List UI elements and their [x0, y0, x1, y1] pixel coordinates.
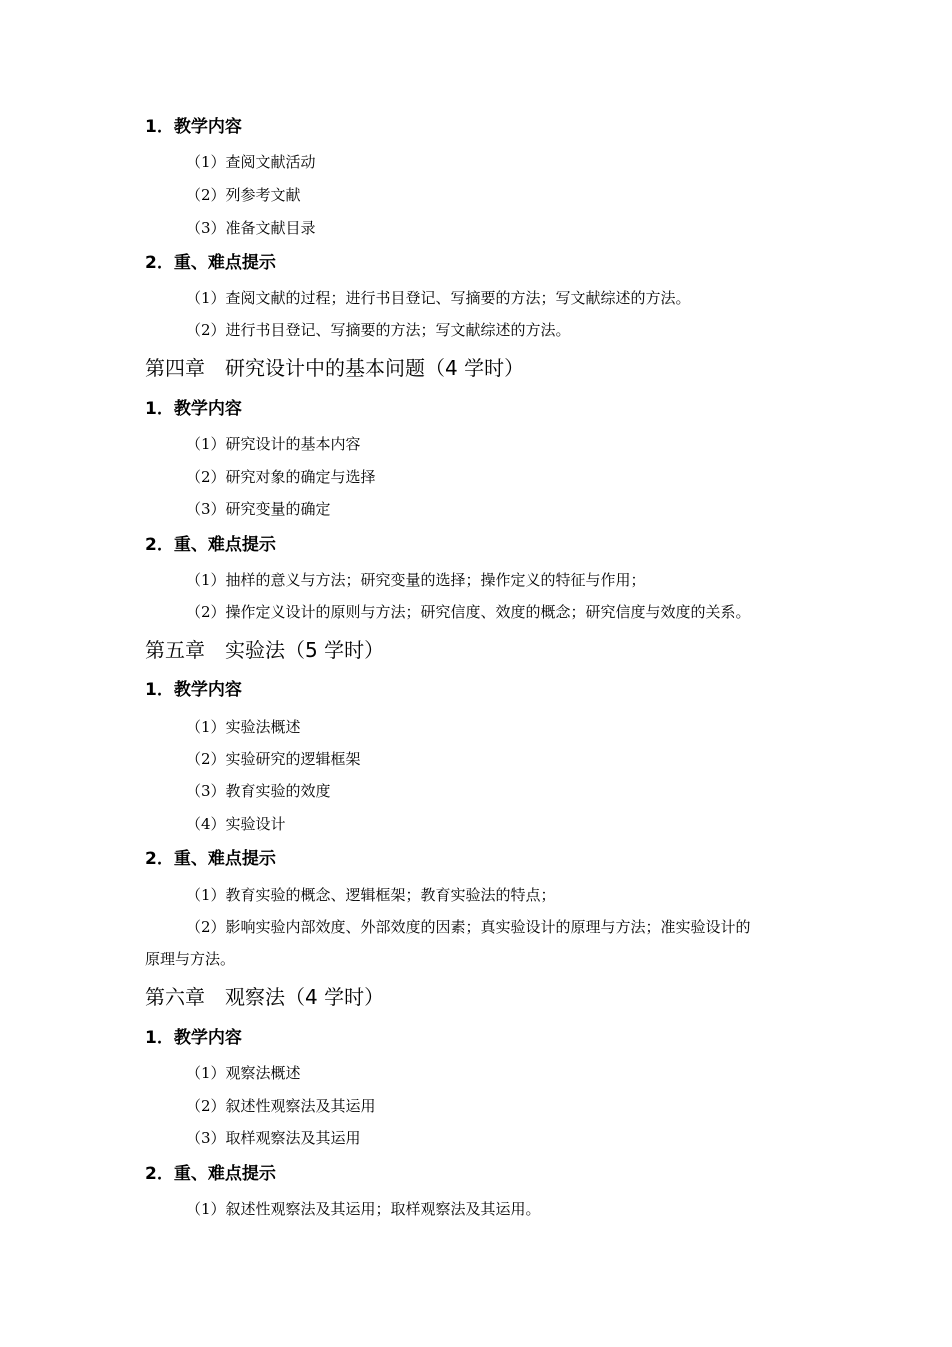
list-item: （3）教育实验的效度: [186, 782, 331, 800]
list-item: （3）研究变量的确定: [186, 500, 331, 518]
section-heading: 2．重、难点提示: [145, 535, 276, 555]
chapter-title: 第六章 观察法（4 学时）: [145, 985, 385, 1009]
list-item: （2）实验研究的逻辑框架: [186, 750, 361, 768]
section-heading: 1．教学内容: [145, 399, 242, 419]
list-item: （1）叙述性观察法及其运用；取样观察法及其运用。: [186, 1200, 541, 1218]
list-item: （1）抽样的意义与方法；研究变量的选择；操作定义的特征与作用；: [186, 571, 646, 589]
list-item: （1）查阅文献活动: [186, 153, 316, 171]
list-item: （1）实验法概述: [186, 718, 301, 736]
list-item: （2）研究对象的确定与选择: [186, 468, 376, 486]
list-item: （3）准备文献目录: [186, 219, 316, 237]
section-heading: 2．重、难点提示: [145, 253, 276, 273]
list-item: （1）教育实验的概念、逻辑框架；教育实验法的特点；: [186, 886, 556, 904]
list-item: （4）实验设计: [186, 815, 286, 833]
list-item-continuation: 原理与方法。: [145, 950, 236, 968]
list-item: （1）观察法概述: [186, 1064, 301, 1082]
chapter-title: 第四章 研究设计中的基本问题（4 学时）: [145, 356, 525, 380]
list-item: （2）进行书目登记、写摘要的方法；写文献综述的方法。: [186, 321, 571, 339]
section-heading: 2．重、难点提示: [145, 1164, 276, 1184]
section-heading: 1．教学内容: [145, 117, 242, 137]
list-item: （1）研究设计的基本内容: [186, 435, 361, 453]
list-item: （2）叙述性观察法及其运用: [186, 1097, 376, 1115]
chapter-title: 第五章 实验法（5 学时）: [145, 638, 385, 662]
list-item: （2）列参考文献: [186, 186, 301, 204]
section-heading: 1．教学内容: [145, 680, 242, 700]
list-item: （3）取样观察法及其运用: [186, 1129, 361, 1147]
section-heading: 2．重、难点提示: [145, 849, 276, 869]
list-item: （2）影响实验内部效度、外部效度的因素；真实验设计的原理与方法；准实验设计的: [186, 918, 751, 936]
list-item: （2）操作定义设计的原则与方法；研究信度、效度的概念；研究信度与效度的关系。: [186, 603, 751, 621]
section-heading: 1．教学内容: [145, 1028, 242, 1048]
list-item: （1）查阅文献的过程；进行书目登记、写摘要的方法；写文献综述的方法。: [186, 289, 691, 307]
